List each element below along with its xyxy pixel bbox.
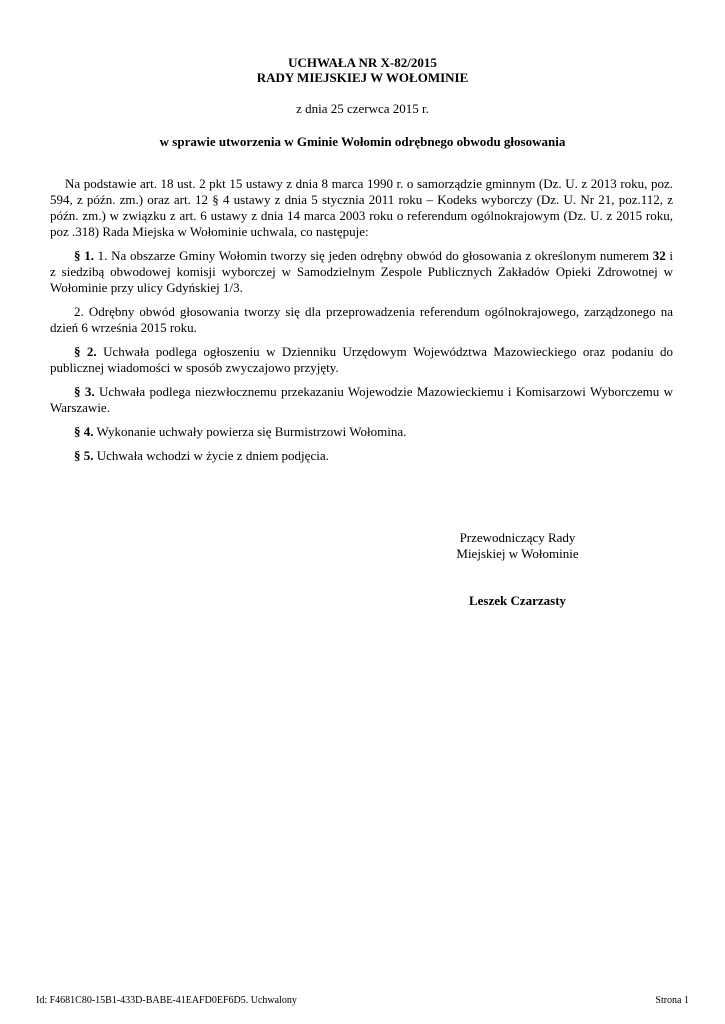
section-5-label: § 5.: [74, 448, 94, 463]
district-number: 32: [652, 248, 666, 263]
section-1-text-b: i z siedzibą obwodowej komisji wyborczej w Samodzielnym Zespole Publicznych Zakładów Opieki Zdrowotnej w Wołominie przy ulicy Gdyńskiej 1/3.: [50, 248, 674, 295]
page-number: Strona 1: [655, 995, 689, 1006]
preamble: Na podstawie art. 18 ust. 2 pkt 15 ustawy z dnia 8 marca 1990 r. o samorządzie gminnym (Dz. U. z 2013 roku, poz. 594, z późn. zm.) oraz art. 12 § 4 ustawy z dnia 5 stycznia 2011 roku – Kodeks wyborczy (Dz. U. Nr 21, poz.112, z późn. zm.) w związku z art. 6 ustawy z dnia 14 marca 2003 roku o referendum ogólnokrajowym (Dz. U. z 2015 roku, poz .318) Rada Miejska w Wołominie uchwala, co następuje:: [50, 176, 673, 239]
resolution-date: z dnia 25 czerwca 2015 r.: [296, 101, 429, 116]
document-id: Id: F4681C80-15B1-433D-BABE-41EAFD0EF6D5. Uchwalony: [36, 995, 297, 1006]
signatory-role-line2: Miejskiej w Wołominie: [456, 546, 579, 561]
section-1-text-a: 1. Na obszarze Gminy Wołomin tworzy się jeden odrębny obwód do głosowania z określonym numerem: [93, 248, 653, 263]
section-5-text: Uchwała wchodzi w życie z dniem podjęcia.: [93, 448, 329, 463]
section-4-text: Wykonanie uchwały powierza się Burmistrzowi Wołomina.: [93, 424, 407, 439]
section-2: [50, 344, 673, 376]
section-1: [50, 248, 673, 296]
resolution-title: UCHWAŁA NR X-82/2015: [288, 55, 437, 70]
section-4: [50, 424, 673, 440]
signatory-name: Leszek Czarzasty: [468, 593, 567, 608]
section-2-label: § 2.: [74, 344, 97, 359]
section-3: [50, 384, 673, 416]
section-5: [50, 448, 673, 464]
section-4-label: § 4.: [74, 424, 94, 439]
section-3-text: Uchwała podlega niezwłocznemu przekazaniu Wojewodzie Mazowieckiemu i Komisarzowi Wyborczemu w Warszawie.: [50, 384, 673, 415]
section-1-point-2: 2. Odrębny obwód głosowania tworzy się dla przeprowadzenia referendum ogólnokrajowego, zarządzonego na dzień 6 września 2015 roku.: [50, 304, 673, 335]
signatory-role-line1: Przewodniczący Rady: [459, 530, 576, 545]
section-1-label: § 1.: [74, 248, 94, 263]
resolution-body: [50, 176, 673, 472]
section-2-text: Uchwała podlega ogłoszeniu w Dzienniku Urzędowym Województwa Mazowieckiego oraz podaniu do publicznej wiadomości w sposób zwyczajowo przyjęty.: [50, 344, 674, 375]
resolution-subject: w sprawie utworzenia w Gminie Wołomin odrębnego obwodu głosowania: [159, 134, 566, 149]
section-3-label: § 3.: [74, 384, 95, 399]
council-name: RADY MIEJSKIEJ W WOŁOMINIE: [256, 70, 469, 85]
